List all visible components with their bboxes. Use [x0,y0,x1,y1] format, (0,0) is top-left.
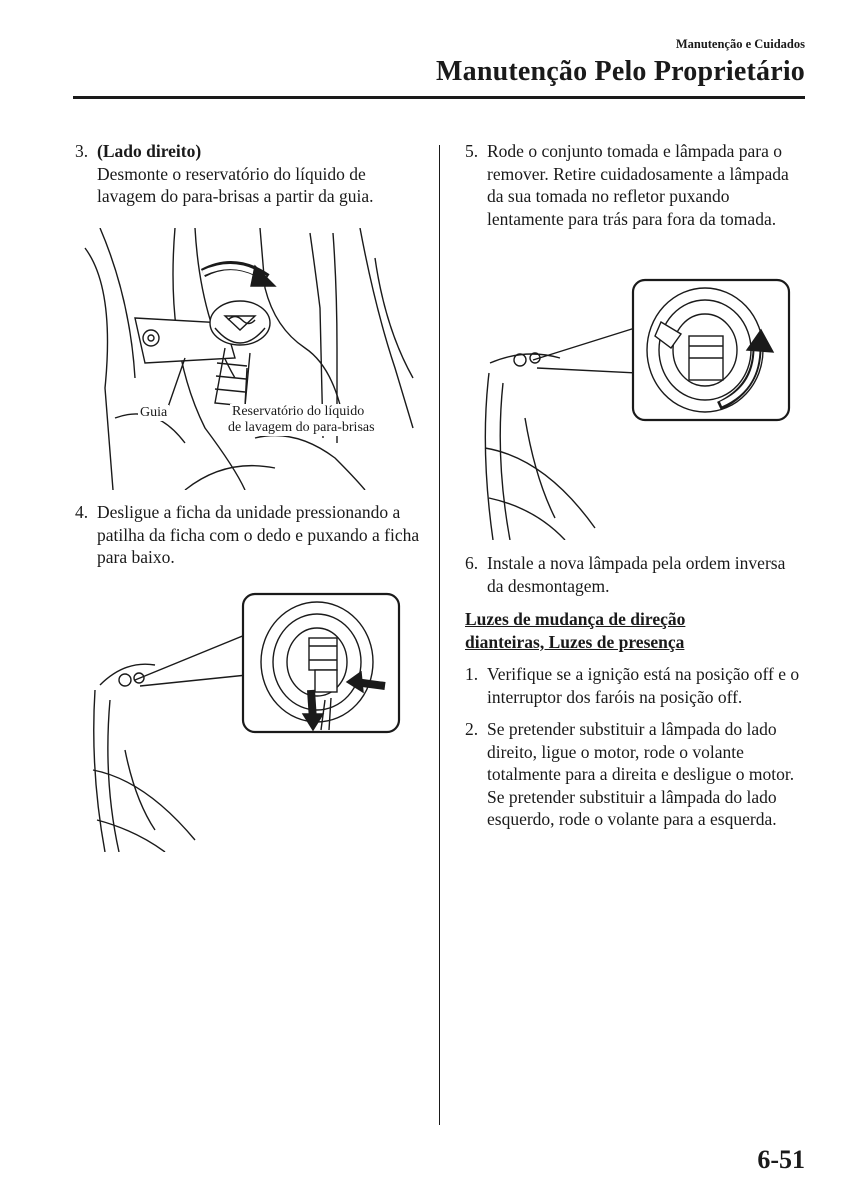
washer-reservoir-illustration [75,228,415,490]
page-title: Manutenção Pelo Proprietário [436,56,805,87]
step-text: Instale a nova lâmpada pela ordem inversa da desmontagem. [487,553,786,596]
step-number: 3. [75,141,89,161]
step-side-label: (Lado direito) [97,141,202,161]
connector-disconnect-illustration [85,590,405,852]
step-number: 6. [465,553,479,573]
step-text: Se pretender substituir a lâmpada do lado direito, ligue o motor, rode o volante totalmente para a direita e desligue o motor. Se pretender substituir a lâmpada do lado esquerdo, rode o volante para a esquerda. [487,719,795,829]
step-number: 4. [75,502,89,522]
step-text: Desligue a ficha da unidade pressionando a patilha da ficha com o dedo e puxando a ficha para baixo. [97,502,420,567]
step-text: Desmonte o reservatório do líquido de lavagem do para-brisas a partir da guia. [97,163,374,206]
header-rule [73,96,805,99]
step-number: 2. [465,719,479,739]
bulb-socket-removal-illustration [475,278,795,540]
step-5 [465,140,805,230]
step-number: 5. [465,141,479,161]
section-heading: Luzes de mudança de direção dianteiras, Luzes de presença [465,609,686,652]
reservoir-label-line2: de lavagem do para-brisas [228,420,375,435]
guide-label: Guia [140,405,168,420]
step-2 [465,718,805,831]
step-text: Rode o conjunto tomada e lâmpada para o remover. Retire cuidadosamente a lâmpada da sua tomada no refletor puxando lentamente para trás para fora da tomada. [487,141,789,229]
step-6 [465,552,805,597]
step-1 [465,663,805,708]
header-section-label: Manutenção e Cuidados [675,37,805,51]
page-number: 6-51 [757,1145,805,1174]
column-divider [439,145,440,1125]
step-3 [75,140,420,208]
step-text: Verifique se a ignição está na posição off e o interruptor dos faróis na posição off. [487,664,800,707]
reservoir-label-line1: Reservatório do líquido [232,404,365,419]
step-number: 1. [465,664,479,684]
step-4 [75,501,420,569]
